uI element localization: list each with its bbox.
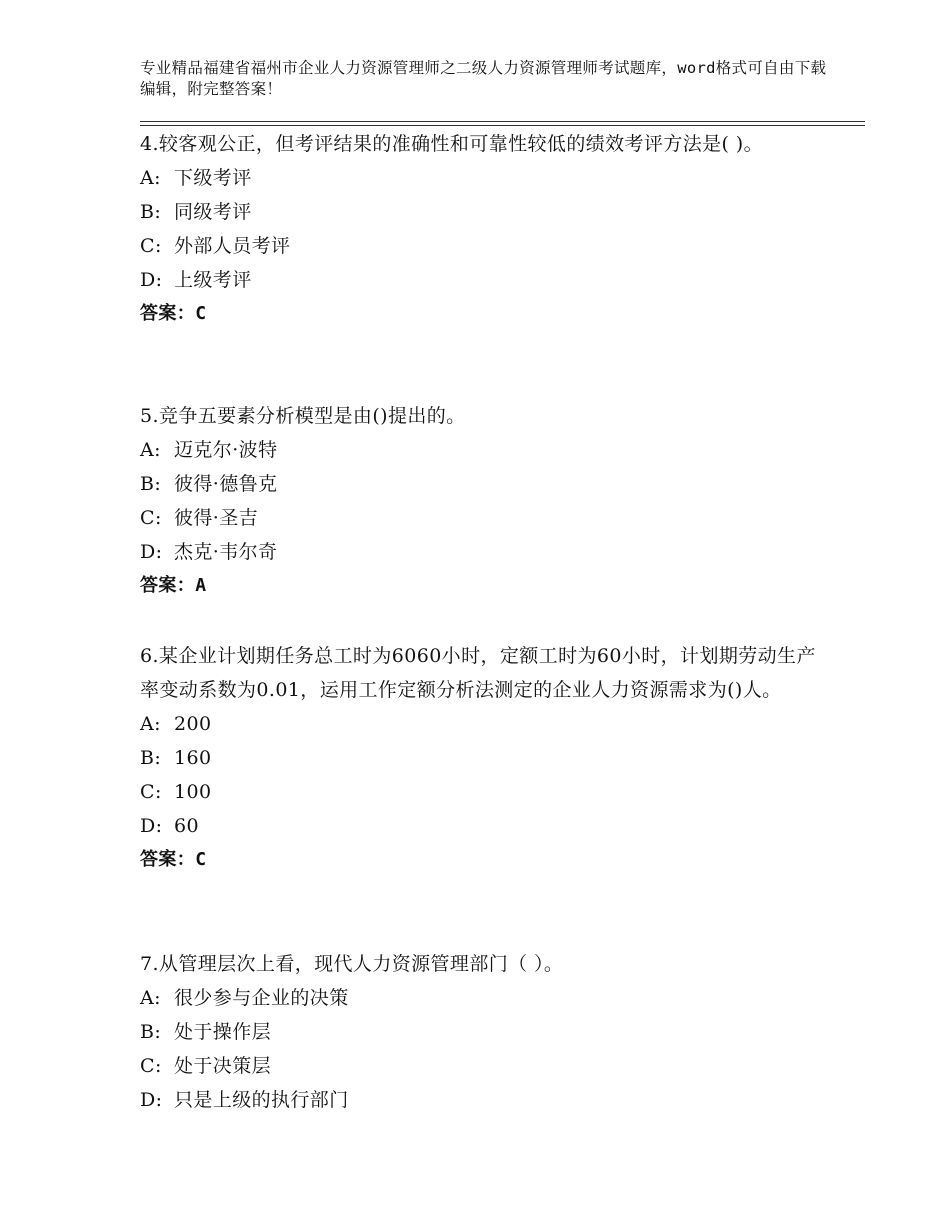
answer-label: 答案：A xyxy=(140,575,207,596)
option-text: 外部人员考评 xyxy=(174,235,291,257)
option-text: 杰克·韦尔奇 xyxy=(174,541,278,563)
option-text: 迈克尔·波特 xyxy=(174,439,278,461)
option-c xyxy=(140,501,820,535)
option-text: 100 xyxy=(174,781,212,803)
option-d xyxy=(140,535,820,569)
option-text: 只是上级的执行部门 xyxy=(174,1089,349,1111)
option-letter: D: xyxy=(140,541,163,563)
question-6 xyxy=(140,639,820,877)
option-text: 160 xyxy=(174,747,212,769)
option-b xyxy=(140,195,820,229)
option-c xyxy=(140,1049,820,1083)
question-4 xyxy=(140,127,820,331)
option-letter: C: xyxy=(140,507,162,529)
option-a xyxy=(140,161,820,195)
option-letter: A: xyxy=(140,439,161,461)
question-stem: 5.竞争五要素分析模型是由()提出的。 xyxy=(140,405,466,427)
option-c xyxy=(140,775,820,809)
option-text: 200 xyxy=(174,713,212,735)
option-text: 处于操作层 xyxy=(174,1021,272,1043)
option-letter: D: xyxy=(140,269,163,291)
answer-label: 答案：C xyxy=(140,849,207,870)
option-d xyxy=(140,809,820,843)
option-letter: B: xyxy=(140,747,162,769)
option-letter: A: xyxy=(140,987,161,1009)
option-b xyxy=(140,741,820,775)
option-letter: D: xyxy=(140,815,163,837)
option-text: 下级考评 xyxy=(174,167,252,189)
header-divider-bottom xyxy=(140,125,865,126)
option-letter: B: xyxy=(140,473,162,495)
option-b xyxy=(140,467,820,501)
option-text: 很少参与企业的决策 xyxy=(174,987,349,1009)
document-header: 专业精品福建省福州市企业人力资源管理师之二级人力资源管理师考试题库，word格式可自由下载编辑，附完整答案！ xyxy=(140,59,827,98)
option-letter: C: xyxy=(140,1055,162,1077)
option-c xyxy=(140,229,820,263)
option-a xyxy=(140,981,820,1015)
answer-label: 答案：C xyxy=(140,303,207,324)
option-text: 处于决策层 xyxy=(174,1055,272,1077)
question-stem: 7.从管理层次上看，现代人力资源管理部门（ ）。 xyxy=(140,953,564,975)
question-stem: 6.某企业计划期任务总工时为6060小时，定额工时为60小时，计划期劳动生产率变动系数为0.01，运用工作定额分析法测定的企业人力资源需求为()人。 xyxy=(140,645,816,701)
option-text: 同级考评 xyxy=(174,201,252,223)
option-a xyxy=(140,433,820,467)
option-a xyxy=(140,707,820,741)
option-d xyxy=(140,1083,820,1117)
question-stem: 4.较客观公正，但考评结果的准确性和可靠性较低的绩效考评方法是( )。 xyxy=(140,133,763,155)
option-text: 彼得·德鲁克 xyxy=(174,473,278,495)
option-letter: D: xyxy=(140,1089,163,1111)
question-5 xyxy=(140,399,820,603)
option-letter: A: xyxy=(140,167,161,189)
question-7 xyxy=(140,947,820,1117)
option-text: 60 xyxy=(174,815,199,837)
option-letter: A: xyxy=(140,713,161,735)
header-divider-top xyxy=(140,121,865,122)
option-text: 上级考评 xyxy=(174,269,252,291)
option-b xyxy=(140,1015,820,1049)
option-letter: B: xyxy=(140,201,162,223)
option-letter: B: xyxy=(140,1021,162,1043)
option-letter: C: xyxy=(140,235,162,257)
option-text: 彼得·圣吉 xyxy=(174,507,259,529)
option-letter: C: xyxy=(140,781,162,803)
option-d xyxy=(140,263,820,297)
